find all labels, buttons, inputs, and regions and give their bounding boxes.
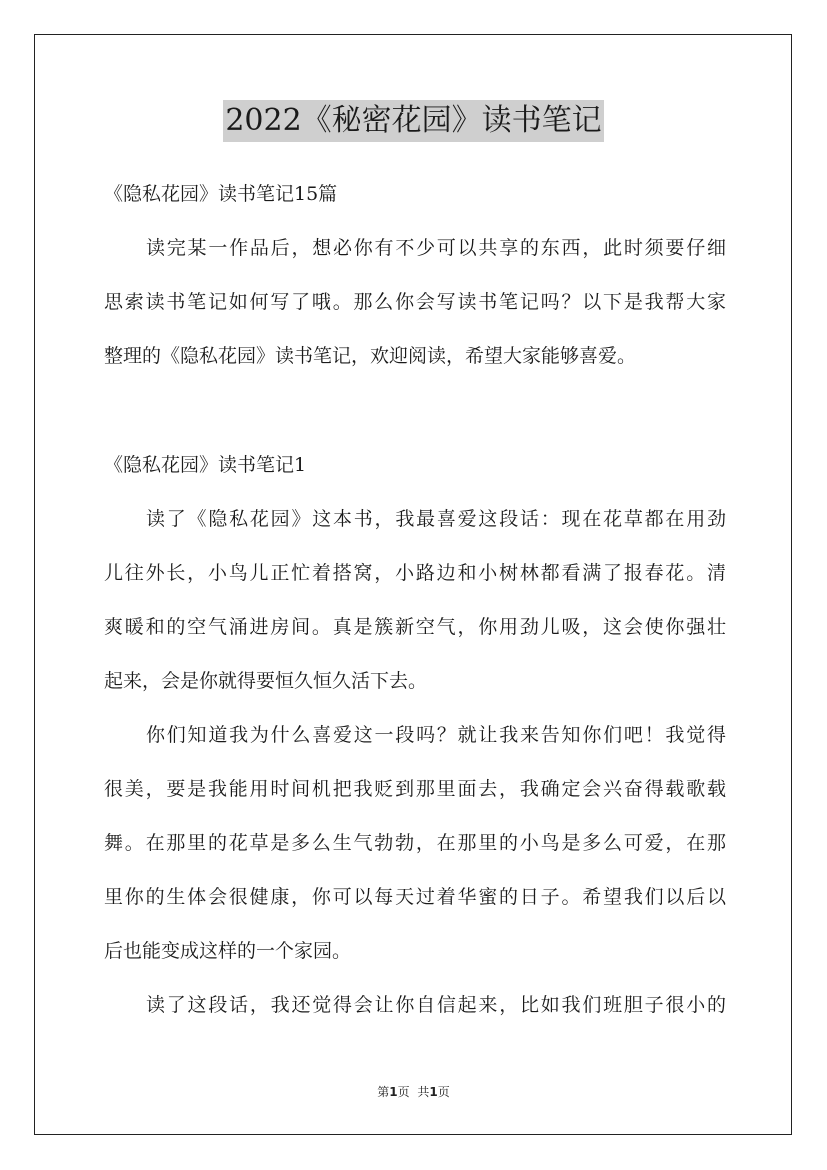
paragraph-line: 读了这段话，我还觉得会让你自信起来，比如我们班胆子很小的	[146, 994, 726, 1016]
section-heading: 《隐私花园》读书笔记1	[104, 454, 307, 476]
document-title: 2022《秘密花园》读书笔记	[223, 100, 603, 142]
paragraph-line: 爽暖和的空气涌进房间。真是簇新空气，你用劲儿吸，这会使你强壮	[104, 616, 726, 638]
title-wrap	[0, 100, 827, 142]
paragraph-line: 读完某一作品后，想必你有不少可以共享的东西，此时须要仔细	[146, 237, 726, 259]
paragraph-line: 起来，会是你就得要恒久恒久活下去。	[104, 670, 428, 692]
paragraph-line: 儿往外长，小鸟儿正忙着搭窝，小路边和小树林都看满了报春花。清	[104, 562, 726, 584]
paragraph-line: 里你的生体会很健康，你可以每天过着华蜜的日子。希望我们以后以	[104, 886, 726, 908]
paragraph-line: 你们知道我为什么喜爱这一段吗？就让我来告知你们吧！我觉得	[146, 724, 726, 746]
footer-total-unit: 页	[437, 1085, 450, 1099]
footer-total-prefix: 共	[417, 1085, 430, 1099]
footer-total-number: 1	[429, 1085, 438, 1099]
footer-page-prefix: 第	[377, 1085, 390, 1099]
paragraph-line: 读了《隐私花园》这本书，我最喜爱这段话：现在花草都在用劲	[146, 508, 726, 530]
page-footer	[0, 1083, 827, 1100]
paragraph-line: 后也能变成这样的一个家园。	[104, 940, 352, 962]
footer-page-unit: 页	[397, 1085, 410, 1099]
paragraph-line: 很美，要是我能用时间机把我贬到那里面去，我确定会兴奋得载歌载	[104, 778, 726, 800]
subtitle-line: 《隐私花园》读书笔记15篇	[104, 183, 338, 205]
paragraph-line: 整理的《隐私花园》读书笔记，欢迎阅读，希望大家能够喜爱。	[104, 345, 637, 367]
paragraph-line: 舞。在那里的花草是多么生气勃勃，在那里的小鸟是多么可爱，在那	[104, 832, 726, 854]
paragraph-line: 思索读书笔记如何写了哦。那么你会写读书笔记吗？以下是我帮大家	[104, 291, 726, 313]
footer-page-number: 1	[389, 1085, 398, 1099]
